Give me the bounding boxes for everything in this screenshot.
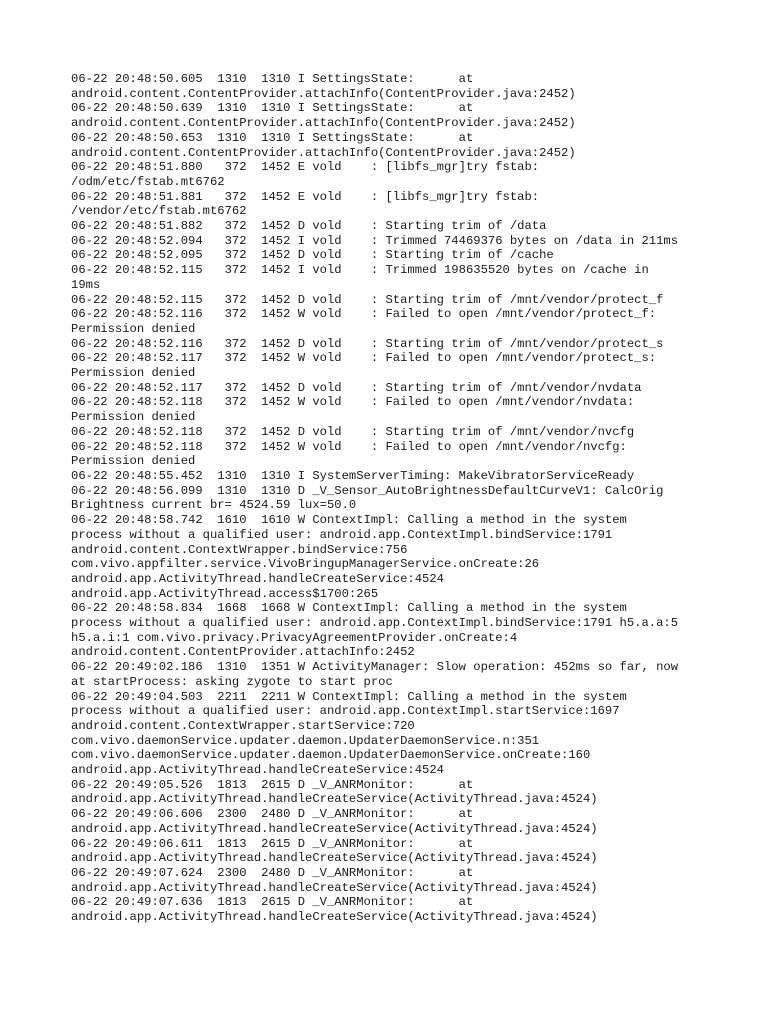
log-line: 06-22 20:48:52.116 372 1452 W vold : Failed to open /mnt/vendor/protect_f: — [71, 307, 657, 322]
log-text — [71, 72, 711, 925]
log-line: 06-22 20:48:50.639 1310 1310 I SettingsState: at — [71, 101, 474, 116]
log-line: android.app.ActivityThread.handleCreateService:4524 — [71, 763, 444, 778]
log-line: 06-22 20:48:58.742 1610 1610 W ContextImpl: Calling a method in the system — [71, 513, 627, 528]
log-line: 06-22 20:48:50.605 1310 1310 I SettingsState: at — [71, 72, 474, 86]
log-line: android.content.ContentProvider.attachInfo:2452 — [71, 645, 415, 660]
log-line: Permission denied — [71, 321, 196, 336]
log-line: android.content.ContextWrapper.startService:720 — [71, 718, 415, 733]
log-line: 06-22 20:48:58.834 1668 1668 W ContextImpl: Calling a method in the system — [71, 601, 627, 616]
log-line: android.app.ActivityThread.handleCreateService(ActivityThread.java:4524) — [71, 880, 598, 895]
log-line: android.app.ActivityThread.handleCreateService(ActivityThread.java:4524) — [71, 851, 598, 866]
log-line: com.vivo.daemonService.updater.daemon.UpdaterDaemonService.n:351 — [71, 733, 540, 748]
log-line: 06-22 20:48:52.094 372 1452 I vold : Trimmed 74469376 bytes on /data in 211ms — [71, 233, 679, 248]
log-line: android.content.ContextWrapper.bindService:756 — [71, 542, 408, 557]
log-line: android.app.ActivityThread.access$1700:265 — [71, 586, 379, 601]
log-line: android.app.ActivityThread.handleCreateService:4524 — [71, 571, 444, 586]
log-line: h5.a.i:1 com.vivo.privacy.PrivacyAgreementProvider.onCreate:4 — [71, 630, 518, 645]
log-line: 06-22 20:48:52.095 372 1452 D vold : Starting trim of /cache — [71, 248, 554, 263]
log-line: 06-22 20:48:52.116 372 1452 D vold : Starting trim of /mnt/vendor/protect_s — [71, 336, 664, 351]
log-line: 06-22 20:48:52.118 372 1452 W vold : Failed to open /mnt/vendor/nvdata: — [71, 395, 635, 410]
log-line: 06-22 20:48:52.115 372 1452 I vold : Trimmed 198635520 bytes on /cache in — [71, 263, 649, 278]
log-line: Brightness current br= 4524.59 lux=50.0 — [71, 498, 357, 513]
log-line: com.vivo.appfilter.service.VivoBringupManagerService.onCreate:26 — [71, 557, 540, 572]
log-line: 06-22 20:49:06.606 2300 2480 D _V_ANRMonitor: at — [71, 807, 474, 822]
log-line: Permission denied — [71, 366, 196, 381]
log-line: 06-22 20:48:51.881 372 1452 E vold : [libfs_mgr]try fstab: — [71, 189, 540, 204]
log-line: 06-22 20:49:05.526 1813 2615 D _V_ANRMonitor: at — [71, 777, 474, 792]
log-line: at startProcess: asking zygote to start proc — [71, 674, 393, 689]
log-line: process without a qualified user: android.app.ContextImpl.bindService:1791 h5.a.a:5 — [71, 616, 679, 631]
log-line: 06-22 20:49:04.503 2211 2211 W ContextImpl: Calling a method in the system — [71, 689, 627, 704]
log-line: com.vivo.daemonService.updater.daemon.UpdaterDaemonService.onCreate:160 — [71, 748, 591, 763]
log-line: 06-22 20:49:07.636 1813 2615 D _V_ANRMonitor: at — [71, 895, 474, 910]
document-page — [71, 72, 711, 925]
log-line: 06-22 20:48:52.117 372 1452 D vold : Starting trim of /mnt/vendor/nvdata — [71, 380, 642, 395]
log-line: android.content.ContentProvider.attachInfo(ContentProvider.java:2452) — [71, 86, 576, 101]
log-line: android.app.ActivityThread.handleCreateService(ActivityThread.java:4524) — [71, 792, 598, 807]
log-line: 06-22 20:49:07.624 2300 2480 D _V_ANRMonitor: at — [71, 865, 474, 880]
log-line: /vendor/etc/fstab.mt6762 — [71, 204, 247, 219]
log-line: process without a qualified user: android.app.ContextImpl.bindService:1791 — [71, 527, 613, 542]
log-line: Permission denied — [71, 410, 196, 425]
log-line: process without a qualified user: android.app.ContextImpl.startService:1697 — [71, 704, 620, 719]
log-line: 06-22 20:48:56.099 1310 1310 D _V_Sensor_AutoBrightnessDefaultCurveV1: CalcOrig — [71, 483, 664, 498]
log-line: 06-22 20:49:06.611 1813 2615 D _V_ANRMonitor: at — [71, 836, 474, 851]
log-line: 06-22 20:48:55.452 1310 1310 I SystemServerTiming: MakeVibratorServiceReady — [71, 468, 635, 483]
log-line: 06-22 20:48:52.117 372 1452 W vold : Failed to open /mnt/vendor/protect_s: — [71, 351, 657, 366]
log-line: 06-22 20:48:50.653 1310 1310 I SettingsState: at — [71, 130, 474, 145]
log-line: 19ms — [71, 277, 101, 292]
log-line: android.content.ContentProvider.attachInfo(ContentProvider.java:2452) — [71, 116, 576, 131]
log-line: 06-22 20:48:52.118 372 1452 D vold : Starting trim of /mnt/vendor/nvcfg — [71, 424, 635, 439]
log-line: android.app.ActivityThread.handleCreateService(ActivityThread.java:4524) — [71, 910, 598, 925]
log-line: 06-22 20:48:51.882 372 1452 D vold : Starting trim of /data — [71, 219, 547, 234]
log-line: 06-22 20:48:52.115 372 1452 D vold : Starting trim of /mnt/vendor/protect_f — [71, 292, 664, 307]
log-line: android.app.ActivityThread.handleCreateService(ActivityThread.java:4524) — [71, 821, 598, 836]
log-line: 06-22 20:48:52.118 372 1452 W vold : Failed to open /mnt/vendor/nvcfg: — [71, 439, 627, 454]
log-line: 06-22 20:48:51.880 372 1452 E vold : [libfs_mgr]try fstab: — [71, 160, 540, 175]
log-line: 06-22 20:49:02.186 1310 1351 W ActivityManager: Slow operation: 452ms so far, now — [71, 660, 679, 675]
log-line: Permission denied — [71, 454, 196, 469]
log-line: /odm/etc/fstab.mt6762 — [71, 174, 225, 189]
log-line: android.content.ContentProvider.attachInfo(ContentProvider.java:2452) — [71, 145, 576, 160]
